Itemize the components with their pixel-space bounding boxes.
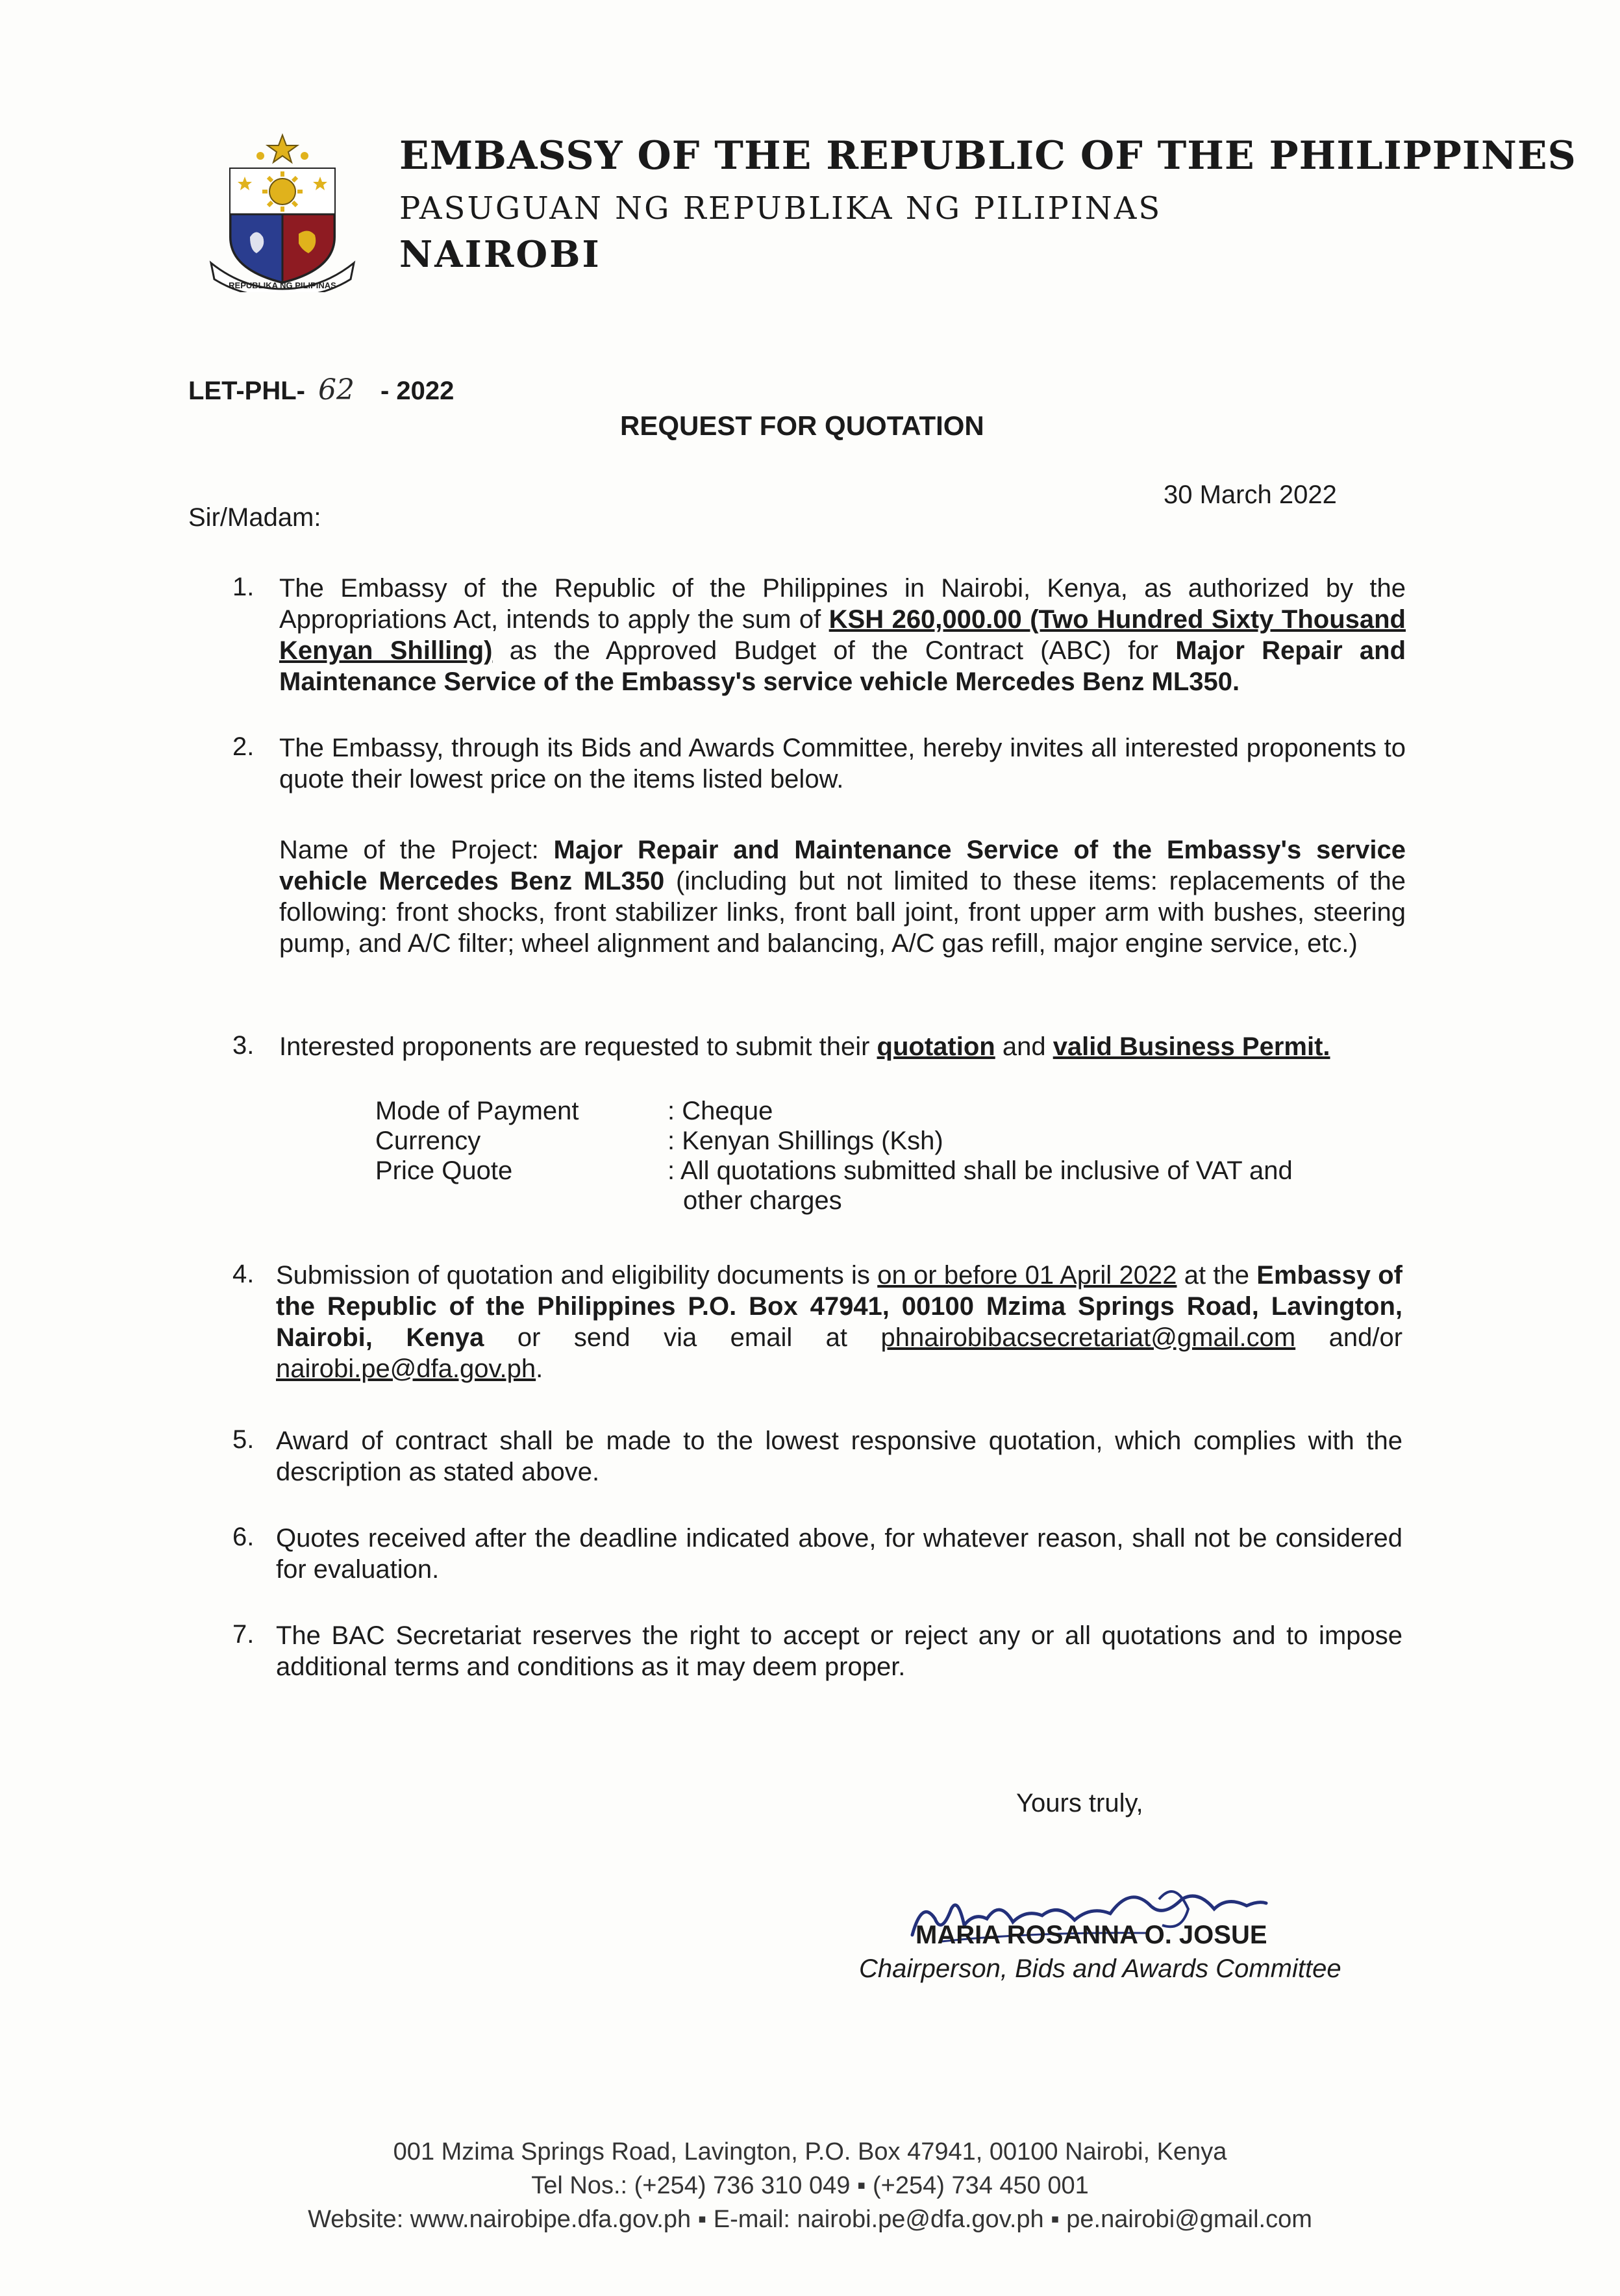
- terms-row: [375, 1126, 1349, 1156]
- project-description: Name of the Project: Major Repair and Maintenance Service of the Embassy's service vehicle Mercedes Benz ML350 (including but not limited to these items: replacements of the following: front shocks, front stabilizer links, front ball joint, front upper arm with bushes, steering pump, and A/C filter; wheel alignment and balancing, A/C gas refill, major engine service, etc.): [279, 836, 1406, 958]
- item-number-6: 6.: [232, 1523, 255, 1551]
- item-1-text: The Embassy of the Republic of the Philippines in Nairobi, Kenya, as authorized by the Appropriations Act, intends to apply the sum of KSH 260,000.00 (Two Hundred Sixty Thousand Kenyan Shilling) as the Approved Budget of the Contract (ABC) for Major Repair and Maintenance Service of the Embassy's service vehicle Mercedes Benz ML350.: [279, 574, 1406, 696]
- embassy-name-filipino: PASUGUAN NG REPUBLIKA NG PILIPINAS: [399, 190, 1162, 227]
- term-value: : All quotations submitted shall be inclusive of VAT and other charges: [667, 1156, 1293, 1215]
- embassy-email-link[interactable]: nairobi.pe@dfa.gov.ph: [276, 1354, 536, 1383]
- item-number-7: 7.: [232, 1620, 255, 1649]
- term-label: Mode of Payment: [375, 1097, 579, 1125]
- document-title: REQUEST FOR QUOTATION: [620, 410, 984, 441]
- project-title: Major Repair and Maintenance Service of the Embassy's service vehicle Mercedes Benz ML350.: [279, 636, 1406, 696]
- term-label: Currency: [375, 1127, 481, 1155]
- reference-year: - 2022: [380, 377, 455, 405]
- item-number-2: 2.: [232, 732, 255, 761]
- term-value: : Kenyan Shillings (Ksh): [667, 1127, 943, 1155]
- item-number-3: 3.: [232, 1031, 255, 1060]
- item-4-text: Submission of quotation and eligibility documents is on or before 01 April 2022 at the Embassy of the Republic of the Philippines P.O. Box 47941, 00100 Mzima Springs Road, Lavington, Nairobi, Kenya or send via email at phnairobibacsecretariat@gmail.com and/or nairobi.pe@dfa.gov.ph.: [276, 1261, 1403, 1383]
- quotation-requirement: quotation: [877, 1032, 995, 1061]
- permit-requirement: valid Business Permit.: [1053, 1032, 1330, 1061]
- reference-handwritten-number: 62: [318, 373, 355, 406]
- letter-date: 30 March 2022: [1164, 480, 1337, 509]
- item-7-text: The BAC Secretariat reserves the right to accept or reject any or all quotations and to impose additional terms and conditions as it may deem proper.: [276, 1621, 1402, 1681]
- budget-amount: KSH 260,000.00 (Two Hundred Sixty Thousand Kenyan Shilling): [279, 605, 1406, 665]
- footer-address: 001 Mzima Springs Road, Lavington, P.O. Box 47941, 00100 Nairobi, Kenya: [393, 2138, 1227, 2165]
- terms-table: [375, 1096, 1349, 1216]
- term-value: : Cheque: [667, 1097, 773, 1125]
- embassy-address: Embassy of the Republic of the Philippines P.O. Box 47941, 00100 Mzima Springs Road, Lavington, Nairobi, Kenya: [276, 1261, 1403, 1352]
- reference-number: [188, 373, 454, 406]
- submission-deadline: on or before 01 April 2022: [877, 1261, 1177, 1290]
- footer-telephone: Tel Nos.: (+254) 736 310 049 ▪ (+254) 734 450 001: [531, 2172, 1089, 2199]
- signatory-name: MARIA ROSANNA O. JOSUE: [916, 1921, 1267, 1949]
- item-number-4: 4.: [232, 1260, 255, 1288]
- item-6-text: Quotes received after the deadline indicated above, for whatever reason, shall not be considered for evaluation.: [276, 1524, 1402, 1584]
- signatory-position: Chairperson, Bids and Awards Committee: [859, 1954, 1341, 1983]
- project-name: Major Repair and Maintenance Service of the Embassy's service vehicle Mercedes Benz ML350: [279, 836, 1406, 895]
- philippine-seal-icon: [205, 123, 360, 292]
- salutation: Sir/Madam:: [188, 503, 321, 532]
- letterhead: [399, 133, 1576, 276]
- item-5-text: Award of contract shall be made to the lowest responsive quotation, which complies with the description as stated above.: [276, 1427, 1402, 1486]
- item-3-text: Interested proponents are requested to submit their quotation and valid Business Permit.: [279, 1032, 1330, 1061]
- terms-row: [375, 1096, 1349, 1126]
- term-label: Price Quote: [375, 1156, 513, 1185]
- terms-row: [375, 1156, 1349, 1216]
- embassy-name: EMBASSY OF THE REPUBLIC OF THE PHILIPPINES: [399, 133, 1576, 179]
- footer-web-email: Website: www.nairobipe.dfa.gov.ph ▪ E-mail: nairobi.pe@dfa.gov.ph ▪ pe.nairobi@gmail.com: [308, 2206, 1312, 2233]
- closing-line: Yours truly,: [1016, 1789, 1143, 1817]
- bac-email-link[interactable]: phnairobibacsecretariat@gmail.com: [880, 1323, 1296, 1352]
- embassy-city: NAIROBI: [399, 233, 601, 276]
- item-number-5: 5.: [232, 1425, 255, 1454]
- item-2-text: The Embassy, through its Bids and Awards Committee, hereby invites all interested proponents to quote their lowest price on the items listed below.: [279, 734, 1406, 793]
- seal-scroll-text: REPUBLIKA NG PILIPINAS: [229, 281, 336, 290]
- item-number-1: 1.: [232, 573, 255, 601]
- reference-prefix: LET-PHL-: [188, 377, 305, 405]
